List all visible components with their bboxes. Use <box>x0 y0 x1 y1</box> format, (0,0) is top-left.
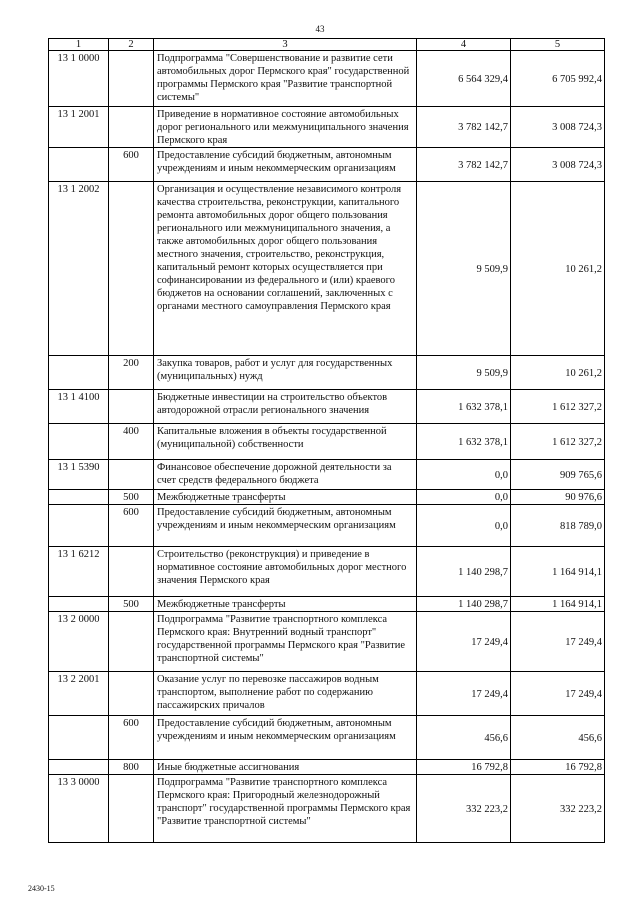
row-name: Подпрограмма "Развитие транспортного комплекса Пермского края: Внутренний водный транспорт" государственной программы Пермского края "Развитие транспортной системы" <box>154 612 417 672</box>
row-code: 13 1 6212 <box>49 547 109 597</box>
row-expense-type: 600 <box>109 148 154 182</box>
budget-table <box>48 38 605 843</box>
row-code <box>49 424 109 460</box>
table-row <box>49 775 605 843</box>
row-value-col4: 0,0 <box>417 460 511 490</box>
header-cell: 3 <box>154 39 417 51</box>
row-code <box>49 148 109 182</box>
row-value-col5: 818 789,0 <box>511 505 605 547</box>
table-row <box>49 760 605 775</box>
row-name: Предоставление субсидий бюджетным, автономным учреждениям и иным некоммерческим организациям <box>154 505 417 547</box>
row-code: 13 3 0000 <box>49 775 109 843</box>
row-code: 13 1 5390 <box>49 460 109 490</box>
row-value-col4: 17 249,4 <box>417 672 511 716</box>
row-name: Капитальные вложения в объекты государственной (муниципальной) собственности <box>154 424 417 460</box>
row-expense-type <box>109 182 154 356</box>
row-value-col5: 17 249,4 <box>511 612 605 672</box>
header-cell: 4 <box>417 39 511 51</box>
row-value-col4: 332 223,2 <box>417 775 511 843</box>
table-row <box>49 597 605 612</box>
row-value-col4: 1 632 378,1 <box>417 390 511 424</box>
row-expense-type: 600 <box>109 716 154 760</box>
header-row <box>49 39 605 51</box>
row-name: Оказание услуг по перевозке пассажиров водным транспортом, выполнение работ по содержанию пассажирских причалов <box>154 672 417 716</box>
row-value-col4: 0,0 <box>417 490 511 505</box>
row-value-col5: 16 792,8 <box>511 760 605 775</box>
row-value-col4: 16 792,8 <box>417 760 511 775</box>
row-code <box>49 716 109 760</box>
row-expense-type <box>109 547 154 597</box>
row-expense-type <box>109 51 154 107</box>
row-value-col4: 17 249,4 <box>417 612 511 672</box>
row-value-col4: 3 782 142,7 <box>417 107 511 148</box>
row-name: Подпрограмма "Развитие транспортного комплекса Пермского края: Пригородный железнодорожный транспорт" государственной программы Пермского края "Развитие транспортной системы" <box>154 775 417 843</box>
row-expense-type: 800 <box>109 760 154 775</box>
row-expense-type <box>109 107 154 148</box>
row-expense-type <box>109 672 154 716</box>
row-value-col5: 332 223,2 <box>511 775 605 843</box>
table-row <box>49 505 605 547</box>
row-value-col4: 3 782 142,7 <box>417 148 511 182</box>
row-code <box>49 760 109 775</box>
row-value-col5: 1 164 914,1 <box>511 547 605 597</box>
row-value-col4: 1 140 298,7 <box>417 547 511 597</box>
row-value-col5: 10 261,2 <box>511 182 605 356</box>
row-expense-type: 200 <box>109 356 154 390</box>
table-row <box>49 716 605 760</box>
row-value-col5: 17 249,4 <box>511 672 605 716</box>
row-code: 13 1 2001 <box>49 107 109 148</box>
row-value-col5: 6 705 992,4 <box>511 51 605 107</box>
row-name: Подпрограмма "Совершенствование и развитие сети автомобильных дорог Пермского края" государственной программы Пермского края "Развитие транспортной системы" <box>154 51 417 107</box>
row-code: 13 2 0000 <box>49 612 109 672</box>
row-value-col5: 1 612 327,2 <box>511 424 605 460</box>
row-expense-type <box>109 460 154 490</box>
row-value-col5: 1 164 914,1 <box>511 597 605 612</box>
row-value-col4: 9 509,9 <box>417 356 511 390</box>
row-code: 13 1 0000 <box>49 51 109 107</box>
row-name: Предоставление субсидий бюджетным, автономным учреждениям и иным некоммерческим организациям <box>154 148 417 182</box>
table-row <box>49 107 605 148</box>
row-expense-type: 400 <box>109 424 154 460</box>
header-cell: 5 <box>511 39 605 51</box>
header-cell: 2 <box>109 39 154 51</box>
row-value-col5: 10 261,2 <box>511 356 605 390</box>
row-name: Иные бюджетные ассигнования <box>154 760 417 775</box>
row-value-col5: 3 008 724,3 <box>511 148 605 182</box>
table-row <box>49 612 605 672</box>
row-name: Финансовое обеспечение дорожной деятельности за счет средств федерального бюджета <box>154 460 417 490</box>
row-code <box>49 356 109 390</box>
row-value-col4: 456,6 <box>417 716 511 760</box>
table-row <box>49 547 605 597</box>
page-number: 43 <box>315 24 325 34</box>
table-row <box>49 356 605 390</box>
row-code <box>49 505 109 547</box>
row-name: Предоставление субсидий бюджетным, автономным учреждениям и иным некоммерческим организациям <box>154 716 417 760</box>
row-code <box>49 597 109 612</box>
row-expense-type <box>109 612 154 672</box>
row-value-col4: 9 509,9 <box>417 182 511 356</box>
row-name: Межбюджетные трансферты <box>154 597 417 612</box>
table-row <box>49 390 605 424</box>
row-expense-type <box>109 775 154 843</box>
row-name: Организация и осуществление независимого контроля качества строительства, реконструкции, капитального ремонта автомобильных дорог общего пользования регионального или межмуниципального значения, а также автомобильных дорог общего пользования местного значения, строительство, реконструкция, капитальный ремонт которых осуществляется при софинансировании из федерального и (или) краевого бюджетов на основании соглашений, заключенных с органами местного самоуправления Пермского края <box>154 182 417 356</box>
row-value-col5: 90 976,6 <box>511 490 605 505</box>
row-name: Межбюджетные трансферты <box>154 490 417 505</box>
row-value-col4: 0,0 <box>417 505 511 547</box>
row-value-col4: 6 564 329,4 <box>417 51 511 107</box>
row-name: Приведение в нормативное состояние автомобильных дорог регионального или межмуниципального значения Пермского края <box>154 107 417 148</box>
row-value-col4: 1 140 298,7 <box>417 597 511 612</box>
table-row <box>49 460 605 490</box>
row-value-col5: 1 612 327,2 <box>511 390 605 424</box>
row-expense-type <box>109 390 154 424</box>
table-row <box>49 51 605 107</box>
row-value-col5: 456,6 <box>511 716 605 760</box>
row-code: 13 1 2002 <box>49 182 109 356</box>
table-row <box>49 490 605 505</box>
table-row <box>49 182 605 356</box>
row-expense-type: 500 <box>109 490 154 505</box>
row-name: Строительство (реконструкция) и приведение в нормативное состояние автомобильных дорог местного значения Пермского края <box>154 547 417 597</box>
row-expense-type: 600 <box>109 505 154 547</box>
table-row <box>49 148 605 182</box>
row-value-col5: 909 765,6 <box>511 460 605 490</box>
row-code: 13 2 2001 <box>49 672 109 716</box>
row-code: 13 1 4100 <box>49 390 109 424</box>
header-cell: 1 <box>49 39 109 51</box>
table-row <box>49 672 605 716</box>
row-code <box>49 490 109 505</box>
row-value-col5: 3 008 724,3 <box>511 107 605 148</box>
row-name: Бюджетные инвестиции на строительство объектов автодорожной отрасли регионального значения <box>154 390 417 424</box>
row-expense-type: 500 <box>109 597 154 612</box>
document-code: 2430-15 <box>28 884 55 893</box>
row-value-col4: 1 632 378,1 <box>417 424 511 460</box>
row-name: Закупка товаров, работ и услуг для государственных (муниципальных) нужд <box>154 356 417 390</box>
table-row <box>49 424 605 460</box>
